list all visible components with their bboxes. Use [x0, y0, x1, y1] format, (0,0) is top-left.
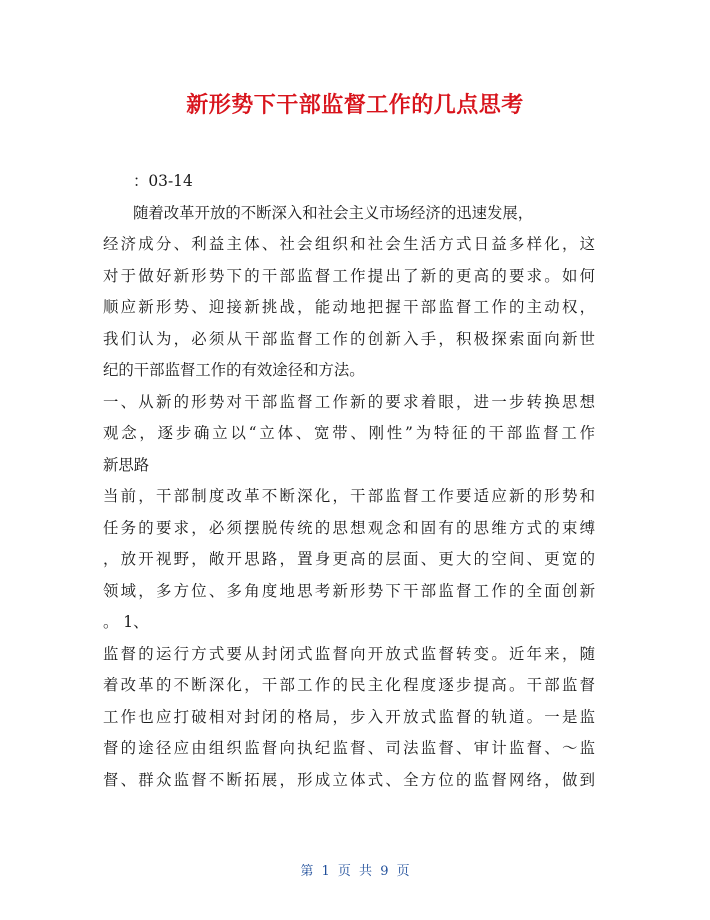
- paragraph-line: ，放开视野，敞开思路，置身更高的层面、更大的空间、更宽的: [103, 550, 595, 568]
- paragraph-line: 随着改革开放的不断深入和社会主义市场经济的迅速发展，: [133, 203, 534, 222]
- section-heading-line: 观念，逐步确立以“立体、宽带、刚性”为特征的干部监督工作: [103, 424, 595, 442]
- paragraph-line: 我们认为，必须从干部监督工作的创新入手，积极探索面向新世: [103, 329, 595, 348]
- paragraph-line: 督的途径应由组织监督向执纪监督、司法监督、审计监督、～监: [103, 739, 595, 757]
- paragraph-line: 工作也应打破相对封闭的格局，步入开放式监督的轨道。一是监: [103, 707, 595, 726]
- paragraph-line: 领域，多方位、多角度地思考新形势下干部监督工作的全面创新: [103, 581, 595, 600]
- section-heading-line: 一、从新的形势对干部监督工作新的要求着眼，进一步转换思想: [103, 392, 595, 411]
- document-body: [103, 166, 595, 796]
- paragraph-line: 顺应新形势、迎接新挑战，能动地把握干部监督工作的主动权，: [103, 298, 595, 316]
- paragraph-line: 督、群众监督不断拓展，形成立体式、全方位的监督网络，做到: [103, 770, 595, 789]
- paragraph-line: 着改革的不断深化，干部工作的民主化程度逐步提高。干部监督: [103, 676, 595, 694]
- paragraph-line: 当前，干部制度改革不断深化，干部监督工作要适应新的形势和: [103, 487, 595, 505]
- section-heading-line: 新思路: [103, 455, 150, 474]
- paragraph-line: 经济成分、利益主体、社会组织和社会生活方式日益多样化，这: [103, 235, 595, 253]
- date-line: ：03-14: [133, 172, 193, 190]
- paragraph-line: 对于做好新形势下的干部监督工作提出了新的更高的要求。如何: [103, 266, 595, 285]
- page-number-footer: 第 1 页 共 9 页: [300, 864, 410, 879]
- document-title: 新形势下干部监督工作的几点思考: [186, 93, 524, 118]
- paragraph-line: 监督的运行方式要从封闭式监督向开放式监督转变。近年来，随: [103, 644, 595, 663]
- paragraph-line: 纪的干部监督工作的有效途径和方法。: [103, 361, 365, 379]
- paragraph-line: 。 1、: [103, 613, 149, 631]
- paragraph-line: 任务的要求，必须摆脱传统的思想观念和固有的思维方式的束缚: [103, 518, 595, 537]
